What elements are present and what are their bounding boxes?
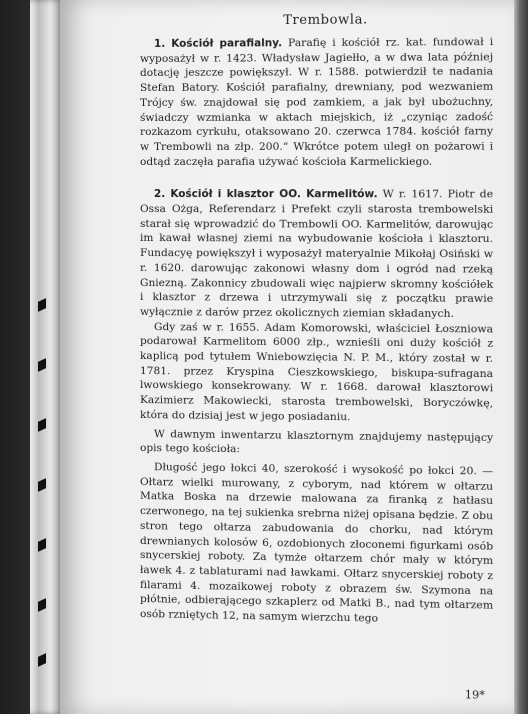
page-number: 19* bbox=[464, 688, 485, 702]
body-paragraph: Gdy zaś w r. 1655. Adam Komorowski, właściciel Łoszniowa podarował Karmelitom 6000 złp., wznieśli oni duży kościół z kaplicą pod tytułem Wniebowzięcia N. P. M., który został w r. 1781. przez Kryspina Cieszkowskiego, biskupa-sufragana lwowskiego konsekrowany. W r. 1668. darował klasztorowi Kazimierz Makowiecki, starosta trembowelski, Boryczówkę, która do dzisiaj jest w jego posiadaniu. bbox=[140, 320, 494, 424]
section-paragraph bbox=[140, 35, 493, 169]
book-spine bbox=[30, 0, 64, 714]
section-text: Parafię i kościół rz. kat. fundował i wyposażył w r. 1423. Władysław Jagiełło, a w dwa lata później dotację jeszcze powiększył. W r. 1588. potwierdził te nadania Stefan Batory. Kościół parafialny, drewniany, pod wezwaniem Trójcy św. znajdował się pod zamkiem, a jak był ubożuchny, świadczy wzmianka w aktach miejskich, iż „czyniąc zadość rozkazom cyrkułu, otaksowano 20. czerwca 1784. kościół farny w Trembowli na złp. 200.“ Wkrótce potem uległ on pożarowi i odtąd zaczęła parafia używać kościoła Karmelickiego. bbox=[140, 35, 494, 168]
page-text bbox=[140, 12, 493, 713]
section-heading: 1. Kościół parafialny. bbox=[154, 37, 283, 50]
running-head: Trembowla. bbox=[283, 12, 368, 29]
book-page bbox=[60, 0, 515, 714]
body-paragraph: Długość jego łokci 40, szerokość i wysokość po łokci 20. — Ołtarz wielki murowany, z cyborym, nad którem w ołtarzu Matka Boska na drzewie malowana za firanką z hatłasu czerwonego, na tej sukienka srebrna niżej opisana będzie. Z obu stron tego ołtarza zabudowania do chorku, nad którym drewnianych kolosów 6, ozdobionych złoconemi figurkami osób snycerskiej roboty. Za tymże ołtarzem chór mały w którym ławek 4. z tablaturami nad ławkami. Ołtarz snycerskiej roboty z filarami 4. mozaikowej roboty z obrazem św. Szymona na płótnie, odbierającego szkaplerz od Matki B., nad tym ołtarzem osób rzniętych 12, na samym wierzchu tego bbox=[140, 461, 494, 625]
body-paragraph: W dawnym inwentarzu klasztornym znajdujemy następujący opis tego kościoła: bbox=[140, 427, 494, 456]
section-paragraph bbox=[140, 187, 493, 322]
section-heading: 2. Kościół i klasztor OO. Karmelitów. bbox=[154, 188, 378, 201]
page-edge-shadow bbox=[514, 0, 528, 714]
section-text: W r. 1617. Piotr de Ossa Ożga, Referendarz i Prefekt czyli starosta trembowelski starał się wprowadzić do Trembowli OO. Karmelitów, darowując im kawał własnej ziemi na wybudowanie kościoła i klasztoru. Fundacyę powiększył i wyposażył materyalnie Mikołaj Osiński w r. 1620. darowując zakonowi własny dom i ogród nad rzeką Gniezną. Zakonnicy zbudowali więc najpierw skromny kościółek i klasztor z drzewa i utrzymywali się z początku prawie wyłącznie z darów przez okolicznych ziemian składanych. bbox=[140, 188, 494, 320]
